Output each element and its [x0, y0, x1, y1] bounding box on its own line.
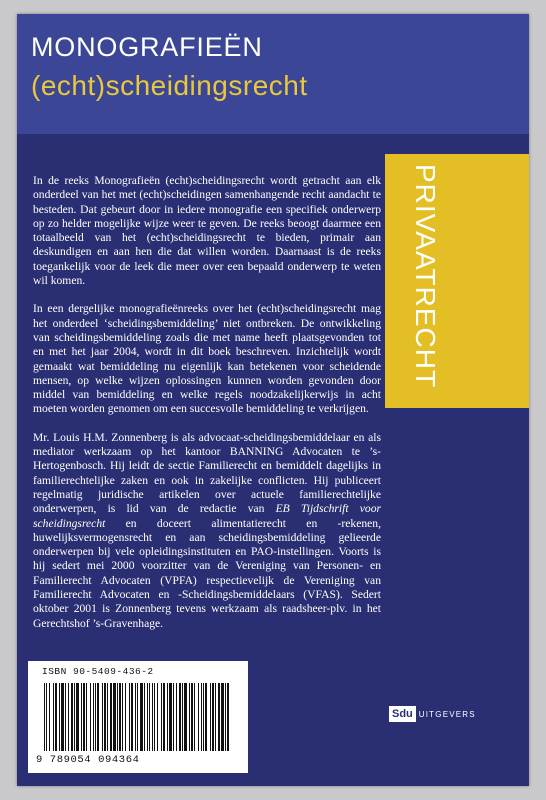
blurb-paragraph-1: In de reeks Monografieën (echt)scheidingsrecht wordt getracht aan elk onderdeel van het met (echt)scheidingen samenhangende recht aandacht te besteden. Dat gebeurt door in iedere monografie een specifiek onderwerp op zo helder mogelijke wijze weer te geven. De reeks beoogt daarmee een totaalbeeld van het (echt)scheidingsrecht te bieden, primair aan deskundigen en aan hen die dat willen worden. Daarnaast is de reeks toegankelijk voor de leek die meer over een bepaald onderwerp te weten wil komen. [33, 174, 381, 288]
publisher-logo-mark: Sdu [389, 706, 416, 722]
author-bio-part-1: Mr. Louis H.M. Zonnenberg is als advocaat-scheidingsbemiddelaar en als mediator werkzaam op het kantoor BANNING Advocaten te ’s-Hertogenbosch. Hij leidt de sectie Familierecht en bemiddelt dagelijks in familierechtelijke zaken en ook in zakelijke conflicten. Hij publiceert regelmatig juridische artikelen over actuele familierechtelijke onderwerpen, is lid van de redactie van [33, 430, 381, 516]
series-title: MONOGRAFIEËN [31, 32, 263, 62]
journal-title: EB Tijdschrift voor scheidingsrecht [33, 502, 382, 530]
series-title-band [17, 14, 529, 134]
isbn-label: ISBN 90-5409-436-2 [42, 666, 154, 677]
ean-number: 9 789054 094364 [36, 754, 140, 766]
barcode-panel [28, 661, 248, 773]
barcode-icon [42, 683, 234, 753]
category-label: PRIVAATRECHT [410, 164, 441, 389]
back-cover [17, 14, 529, 786]
category-band [385, 154, 529, 408]
category-label-wrap [408, 164, 448, 394]
publisher-name: UITGEVERS [418, 709, 476, 719]
blurb-paragraph-2: In een dergelijke monografieënreeks over het (echt)scheidingsrecht mag het onderdeel ‘scheidingsbemiddeling’ niet ontbreken. De ontwikkeling van scheidingsbemiddeling zoals die met name heeft plaatsgevonden tot en met het jaar 2004, wordt in dit boek beschreven. Inzichtelijk wordt gemaakt wat bemiddeling nu eigenlijk kan betekenen voor scheidende mensen, op welke wijzen oplossingen kunnen worden gevonden door middel van bemiddeling en welke regels noodzakelijkerwijs in acht moeten worden genomen om een succesvolle bemiddeling te verkrijgen. [33, 302, 381, 416]
author-bio [33, 431, 381, 631]
publisher-logo [389, 706, 476, 722]
blurb-text [33, 174, 381, 645]
author-bio-part-2: en doceert alimentatierecht en -rekenen, huwelijksvermogensrecht en aan scheidingsbemiddeling gelieerde onderwerpen bij vele opleidingsinstituten en PAO-instellingen. Voorts is hij sedert mei 2000 voorzitter van de Vereniging van Personen- en Familierecht Advocaten (VPFA) respectievelijk de Vereniging van Familierecht Advocaten en -Scheidingsbemiddelaars (VFAS). Sedert oktober 2001 is Zonnenberg tevens werkzaam als raadsheer-plv. in het Gerechtshof ’s-Gravenhage. [33, 516, 381, 630]
series-subtitle: (echt)scheidingsrecht [31, 70, 308, 101]
